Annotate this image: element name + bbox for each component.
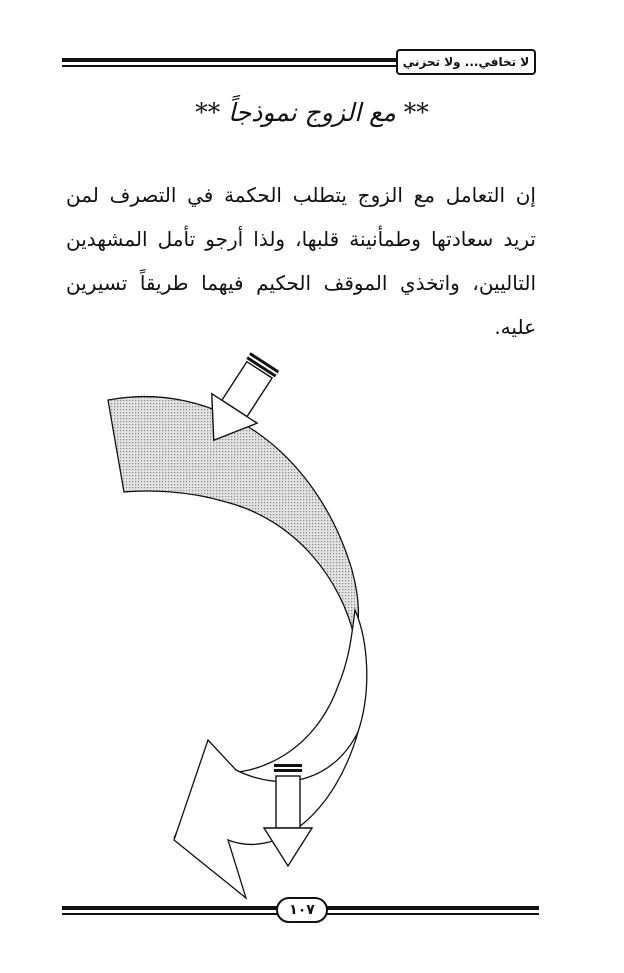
section-title: ** مع الزوج نموذجاً ** — [195, 98, 429, 127]
curved-arrow-icon — [108, 397, 367, 898]
arrows-illustration — [96, 340, 386, 902]
header-rule — [62, 58, 396, 62]
running-title: لا تخافي... ولا تحزني — [396, 49, 536, 75]
body-paragraph: إن التعامل مع الزوج يتطلب الحكمة في التصرف لمن تريد سعادتها وطمأنينة قلبها، ولذا أرجو تأمل المشهدين التاليين، واتخذي الموقف الحكيم فيهما طريقاً تسيرين عليه. — [66, 183, 536, 339]
header-rule-thin — [62, 65, 396, 67]
page-number: ١٠٧ — [276, 897, 328, 923]
